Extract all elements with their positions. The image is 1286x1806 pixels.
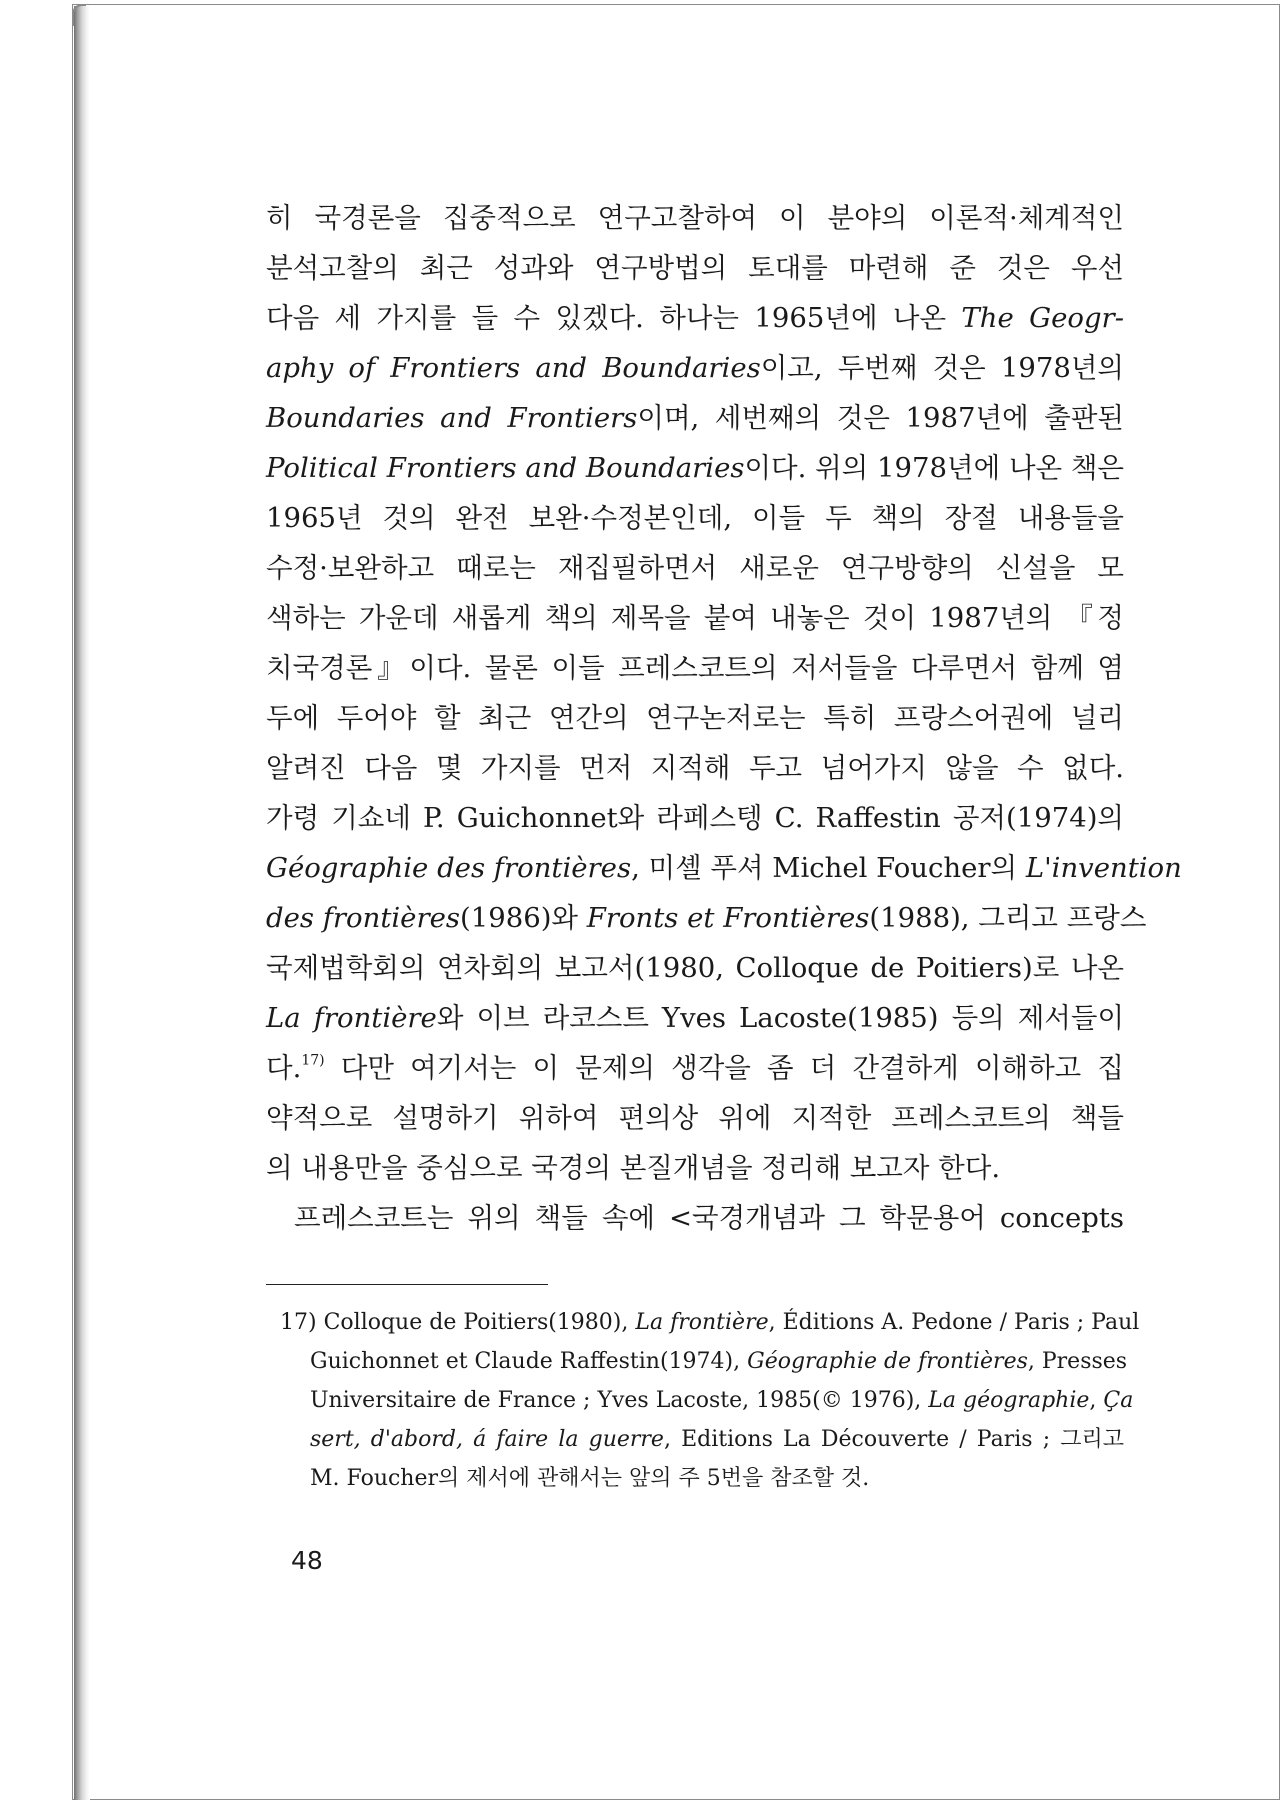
footnote-line: Universitaire de France ; Yves Lacoste, 1985(© 1976), La géographie, Ça bbox=[310, 1388, 1134, 1413]
body-line: 분석고찰의 최근 성과와 연구방법의 토대를 마련해 준 것은 우선 bbox=[266, 252, 1124, 284]
body-line: 알려진 다음 몇 가지를 먼저 지적해 두고 넘어가지 않을 수 없다. bbox=[266, 752, 1124, 784]
body-line: Géographie des frontières, 미셸 푸셔 Michel Foucher의 L'invention bbox=[266, 852, 1182, 884]
body-line-with-note bbox=[266, 1043, 1124, 1093]
footnote-line: Guichonnet et Claude Raffestin(1974), Géographie de frontières, Presses bbox=[310, 1349, 1128, 1374]
body-line: La frontière와 이브 라코스트 Yves Lacoste(1985) 등의 제서들이 bbox=[266, 1002, 1125, 1034]
body-line: 프레스코트는 위의 책들 속에 <국경개념과 그 학문용어 concepts bbox=[294, 1202, 1124, 1234]
page-number: 48 bbox=[291, 1546, 323, 1575]
body-line: 가령 기쇼네 P. Guichonnet와 라페스텡 C. Raffestin 공저(1974)의 bbox=[266, 802, 1124, 834]
body-line: Boundaries and Frontiers이며, 세번째의 것은 1987년에 출판된 bbox=[266, 402, 1124, 434]
body-line: Political Frontiers and Boundaries이다. 위의 1978년에 나온 책은 bbox=[266, 452, 1125, 484]
body-text bbox=[266, 193, 1182, 1243]
footnote-line: M. Foucher의 제서에 관해서는 앞의 주 5번을 참조할 것. bbox=[310, 1466, 870, 1491]
body-line: 의 내용만을 중심으로 국경의 본질개념을 정리해 보고자 한다. bbox=[266, 1152, 1001, 1184]
body-line: 수정·보완하고 때로는 재집필하면서 새로운 연구방향의 신설을 모 bbox=[266, 552, 1124, 584]
footnote-divider bbox=[266, 1284, 548, 1285]
body-line: 색하는 가운데 새롭게 책의 제목을 붙여 내놓은 것이 1987년의 『정 bbox=[266, 602, 1124, 634]
footnote-block bbox=[266, 1303, 1140, 1498]
body-line: aphy of Frontiers and Boundaries이고, 두번째 것은 1978년의 bbox=[266, 352, 1124, 384]
page-corner bbox=[72, 4, 86, 26]
body-line: 1965년 것의 완전 보완·수정본인데, 이들 두 책의 장절 내용들을 bbox=[266, 502, 1124, 534]
body-line: 치국경론』이다. 물론 이들 프레스코트의 저서들을 다루면서 함께 염 bbox=[266, 652, 1124, 684]
footnote-text: Colloque de Poitiers(1980), La frontière, Éditions A. Pedone / Paris ; Paul bbox=[323, 1310, 1140, 1335]
body-line: des frontières(1986)와 Fronts et Frontières(1988), 그리고 프랑스 bbox=[266, 902, 1147, 934]
footnote-number: 17) bbox=[280, 1310, 317, 1335]
body-line: 두에 두어야 할 최근 연간의 연구논저로는 특히 프랑스어권에 널리 bbox=[266, 702, 1124, 734]
footnote-reference: 17) bbox=[301, 1052, 325, 1069]
footnote-line: sert, d'abord, á faire la guerre, Editions La Découverte / Paris ; 그리고 bbox=[310, 1427, 1125, 1452]
body-line: 약적으로 설명하기 위하여 편의상 위에 지적한 프레스코트의 책들 bbox=[266, 1102, 1124, 1134]
footnote-line bbox=[266, 1303, 1140, 1342]
body-line-rest: 다만 여기서는 이 문제의 생각을 좀 더 간결하게 이해하고 집 bbox=[340, 1052, 1124, 1084]
page-binding-shadow bbox=[74, 6, 90, 1800]
body-line: 히 국경론을 집중적으로 연구고찰하여 이 분야의 이론적·체계적인 bbox=[266, 202, 1124, 234]
body-line-start: 다. bbox=[266, 1052, 302, 1084]
body-line: 다음 세 가지를 들 수 있겠다. 하나는 1965년에 나온 The Geogr- bbox=[266, 302, 1124, 334]
body-line: 국제법학회의 연차회의 보고서(1980, Colloque de Poitiers)로 나온 bbox=[266, 952, 1124, 984]
